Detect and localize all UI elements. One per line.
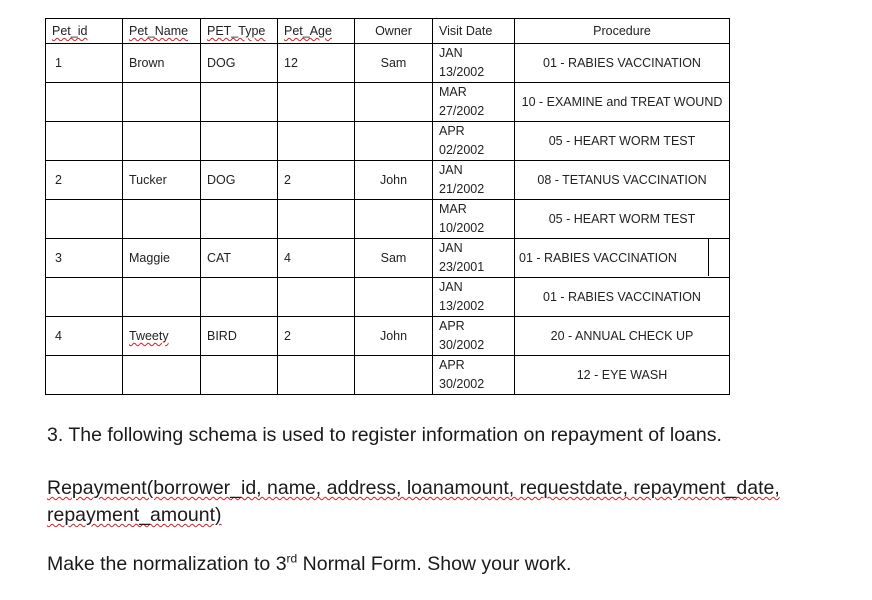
cell-pet-name [123, 278, 201, 317]
cell-pet-id [46, 200, 123, 239]
cell-owner [355, 278, 433, 317]
cell-pet-name [123, 200, 201, 239]
cell-owner: John [355, 317, 433, 356]
cell-procedure: 10 - EXAMINE and TREAT WOUND [515, 83, 730, 122]
schema-line-1: Repayment(borrower_id, name, address, loanamount, requestdate, repayment_date, [47, 477, 780, 499]
cell-procedure: 01 - RABIES VACCINATION [515, 239, 730, 278]
table-header-row [46, 19, 730, 44]
cell-visit-date: MAR 10/2002 [433, 200, 515, 239]
question-intro: 3. The following schema is used to register information on repayment of loans. [47, 424, 722, 446]
table-row [46, 317, 730, 356]
cell-pet-id: 1 [46, 44, 123, 83]
cell-pet-id: 3 [46, 239, 123, 278]
cell-procedure: 08 - TETANUS VACCINATION [515, 161, 730, 200]
cell-owner: John [355, 161, 433, 200]
cell-pet-age [278, 278, 355, 317]
cell-pet-age [278, 356, 355, 395]
cell-pet-name [123, 356, 201, 395]
cell-owner: Sam [355, 239, 433, 278]
cell-pet-id: 2 [46, 161, 123, 200]
cell-pet-age [278, 122, 355, 161]
cell-pet-name: Brown [123, 44, 201, 83]
header-pet-id: Pet_id [46, 19, 123, 44]
cell-pet-name [123, 122, 201, 161]
header-owner: Owner [355, 19, 433, 44]
header-pet-age: Pet_Age [278, 19, 355, 44]
table-stray-cell-border [708, 238, 729, 276]
cell-visit-date: JAN 23/2001 [433, 239, 515, 278]
table-row [46, 44, 730, 83]
cell-visit-date: JAN 21/2002 [433, 161, 515, 200]
cell-pet-age: 4 [278, 239, 355, 278]
cell-pet-age: 2 [278, 161, 355, 200]
cell-visit-date: JAN 13/2002 [433, 278, 515, 317]
cell-pet-type: DOG [201, 44, 278, 83]
pet-visit-table [45, 18, 730, 395]
schema-definition [47, 475, 857, 529]
cell-pet-id [46, 356, 123, 395]
cell-pet-id [46, 278, 123, 317]
cell-procedure: 01 - RABIES VACCINATION [515, 44, 730, 83]
header-visit-date: Visit Date [433, 19, 515, 44]
cell-owner [355, 122, 433, 161]
cell-visit-date: MAR 27/2002 [433, 83, 515, 122]
table-row [46, 239, 730, 278]
cell-pet-name: Maggie [123, 239, 201, 278]
header-procedure: Procedure [515, 19, 730, 44]
table-row [46, 122, 730, 161]
cell-procedure: 20 - ANNUAL CHECK UP [515, 317, 730, 356]
table-row [46, 278, 730, 317]
table-row [46, 356, 730, 395]
cell-pet-name [123, 83, 201, 122]
cell-pet-age: 12 [278, 44, 355, 83]
schema-line-2: repayment_amount) [47, 504, 222, 526]
cell-visit-date: APR 02/2002 [433, 122, 515, 161]
cell-pet-age: 2 [278, 317, 355, 356]
cell-pet-type [201, 278, 278, 317]
cell-pet-type [201, 83, 278, 122]
cell-pet-name: Tucker [123, 161, 201, 200]
cell-pet-type: CAT [201, 239, 278, 278]
question-section [47, 423, 857, 576]
cell-pet-type: BIRD [201, 317, 278, 356]
cell-pet-type [201, 200, 278, 239]
cell-procedure: 05 - HEART WORM TEST [515, 200, 730, 239]
header-pet-type: PET_Type [201, 19, 278, 44]
cell-pet-type [201, 356, 278, 395]
cell-owner: Sam [355, 44, 433, 83]
cell-visit-date: APR 30/2002 [433, 356, 515, 395]
cell-procedure: 01 - RABIES VACCINATION [515, 278, 730, 317]
header-pet-name: Pet_Name [123, 19, 201, 44]
cell-owner [355, 356, 433, 395]
cell-pet-type: DOG [201, 161, 278, 200]
cell-owner [355, 200, 433, 239]
cell-pet-id: 4 [46, 317, 123, 356]
table-row [46, 161, 730, 200]
task-instruction: Make the normalization to 3rd Normal Form. Show your work. [47, 551, 572, 575]
cell-pet-type [201, 122, 278, 161]
cell-visit-date: JAN 13/2002 [433, 44, 515, 83]
cell-pet-name: Tweety [123, 317, 201, 356]
cell-procedure: 12 - EYE WASH [515, 356, 730, 395]
cell-pet-age [278, 200, 355, 239]
table-row [46, 200, 730, 239]
cell-owner [355, 83, 433, 122]
cell-visit-date: APR 30/2002 [433, 317, 515, 356]
table-row [46, 83, 730, 122]
cell-procedure: 05 - HEART WORM TEST [515, 122, 730, 161]
cell-pet-id [46, 122, 123, 161]
cell-pet-id [46, 83, 123, 122]
cell-pet-age [278, 83, 355, 122]
